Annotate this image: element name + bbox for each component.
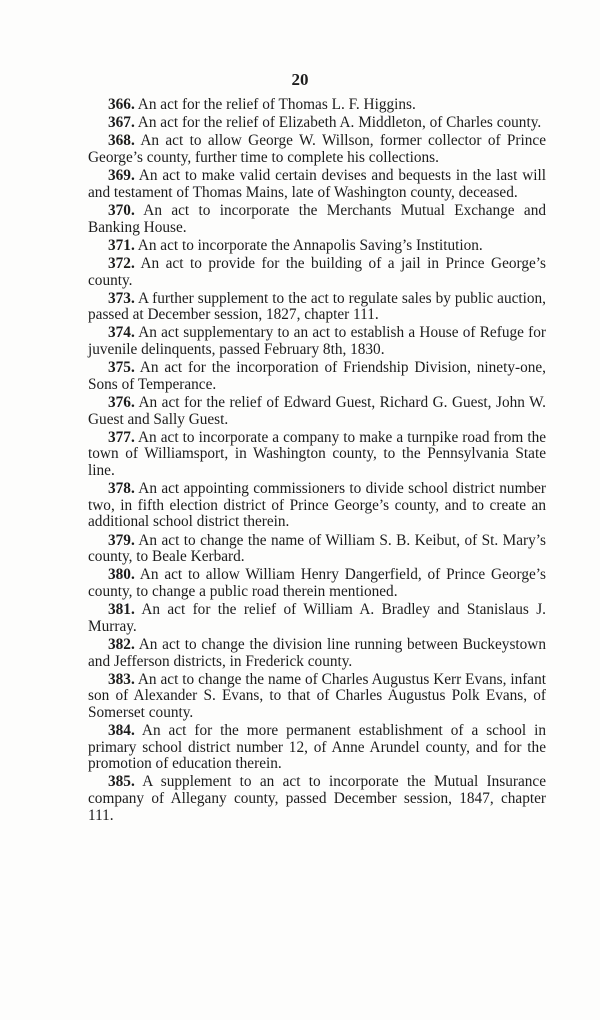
act-number: 376. [108, 394, 135, 412]
act-title: An act for the relief of William A. Bradley and Stanislaus J. Murray. [88, 601, 546, 635]
act-title: An act for the incorporation of Friendship Division, ninety-one, Sons of Temperance. [88, 359, 546, 393]
act-entry [88, 774, 546, 824]
act-entry [88, 203, 546, 236]
act-number: 385. [108, 773, 135, 791]
act-title: An act to change the division line running between Buckeystown and Jefferson districts, in Frederick county. [88, 635, 546, 670]
act-number: 373. [108, 289, 135, 307]
act-entry [88, 133, 546, 166]
act-title: An act to incorporate the Annapolis Saving’s Institution. [137, 236, 483, 254]
act-number: 367. [108, 114, 135, 132]
act-number: 372. [108, 254, 135, 272]
page-number: 20 [291, 70, 309, 89]
act-number: 370. [108, 201, 135, 219]
act-entry [88, 637, 546, 670]
act-title: A supplement to an act to incorporate the Mutual Insurance company of Allegany county, passed December session, 1847, chapter 111. [88, 773, 546, 824]
act-entry [88, 602, 546, 635]
act-number: 383. [108, 670, 135, 688]
act-entry [88, 325, 546, 358]
act-title: A further supplement to the act to regulate sales by public auction, passed at December session, 1827, chapter 111. [88, 289, 547, 324]
act-number: 379. [108, 531, 135, 549]
act-title: An act for the relief of Thomas L. F. Higgins. [137, 96, 416, 113]
act-title: An act for the more permanent establishment of a school in primary school district number 12, of Anne Arundel county, and for the promotion of education therein. [88, 722, 547, 773]
act-title: An act to incorporate a company to make a turnpike road from the town of Williamsport, in Washington county, to the Pennsylvania State line. [88, 428, 547, 479]
act-number: 384. [108, 722, 135, 740]
act-number: 380. [108, 566, 135, 584]
act-entry [88, 533, 546, 566]
act-entry [88, 256, 546, 289]
act-number: 377. [108, 428, 135, 446]
act-title: An act for the relief of Elizabeth A. Middleton, of Charles county. [137, 114, 542, 132]
act-number: 374. [108, 324, 135, 342]
act-entry [88, 168, 546, 201]
act-title: An act supplementary to an act to establish a House of Refuge for juvenile delinquents, passed February 8th, 1830. [88, 324, 546, 359]
act-entry [88, 567, 546, 600]
act-list [88, 97, 546, 826]
act-number: 368. [108, 132, 135, 150]
act-entry [88, 238, 546, 255]
act-entry [88, 97, 546, 114]
act-entry [88, 723, 546, 773]
act-entry [88, 481, 546, 531]
act-number: 382. [108, 635, 135, 653]
act-entry [88, 291, 546, 324]
act-number: 381. [108, 601, 135, 619]
act-title: An act appointing commissioners to divide school district number two, in fifth election district of Prince George’s county, and to create an additional school district therein. [88, 480, 546, 531]
act-number: 375. [108, 359, 135, 377]
act-title: An act to provide for the building of a jail in Prince George’s county. [88, 254, 546, 289]
act-entry [88, 395, 546, 428]
act-entry [88, 360, 546, 393]
act-title: An act to make valid certain devises and bequests in the last will and testament of Thomas Mains, late of Washington county, deceased. [88, 167, 546, 201]
act-title: An act to incorporate the Merchants Mutual Exchange and Banking House. [88, 201, 547, 236]
act-number: 371. [108, 236, 135, 254]
act-title: An act for the relief of Edward Guest, Richard G. Guest, John W. Guest and Sally Guest. [88, 394, 546, 428]
act-number: 366. [108, 96, 135, 113]
act-title: An act to change the name of William S. B. Keibut, of St. Mary’s county, to Beale Kerbard. [88, 531, 546, 566]
act-entry [88, 672, 546, 722]
act-number: 369. [108, 167, 135, 185]
act-entry [88, 430, 546, 480]
act-title: An act to allow George W. Willson, former collector of Prince George’s county, further time to complete his collections. [88, 132, 547, 166]
act-title: An act to allow William Henry Dangerfield, of Prince George’s county, to change a public road therein mentioned. [88, 566, 546, 600]
act-entry [88, 115, 546, 132]
act-title: An act to change the name of Charles Augustus Kerr Evans, infant son of Alexander S. Evans, to that of Charles Augustus Polk Evans, of Somerset county. [88, 670, 547, 721]
act-number: 378. [108, 480, 135, 498]
